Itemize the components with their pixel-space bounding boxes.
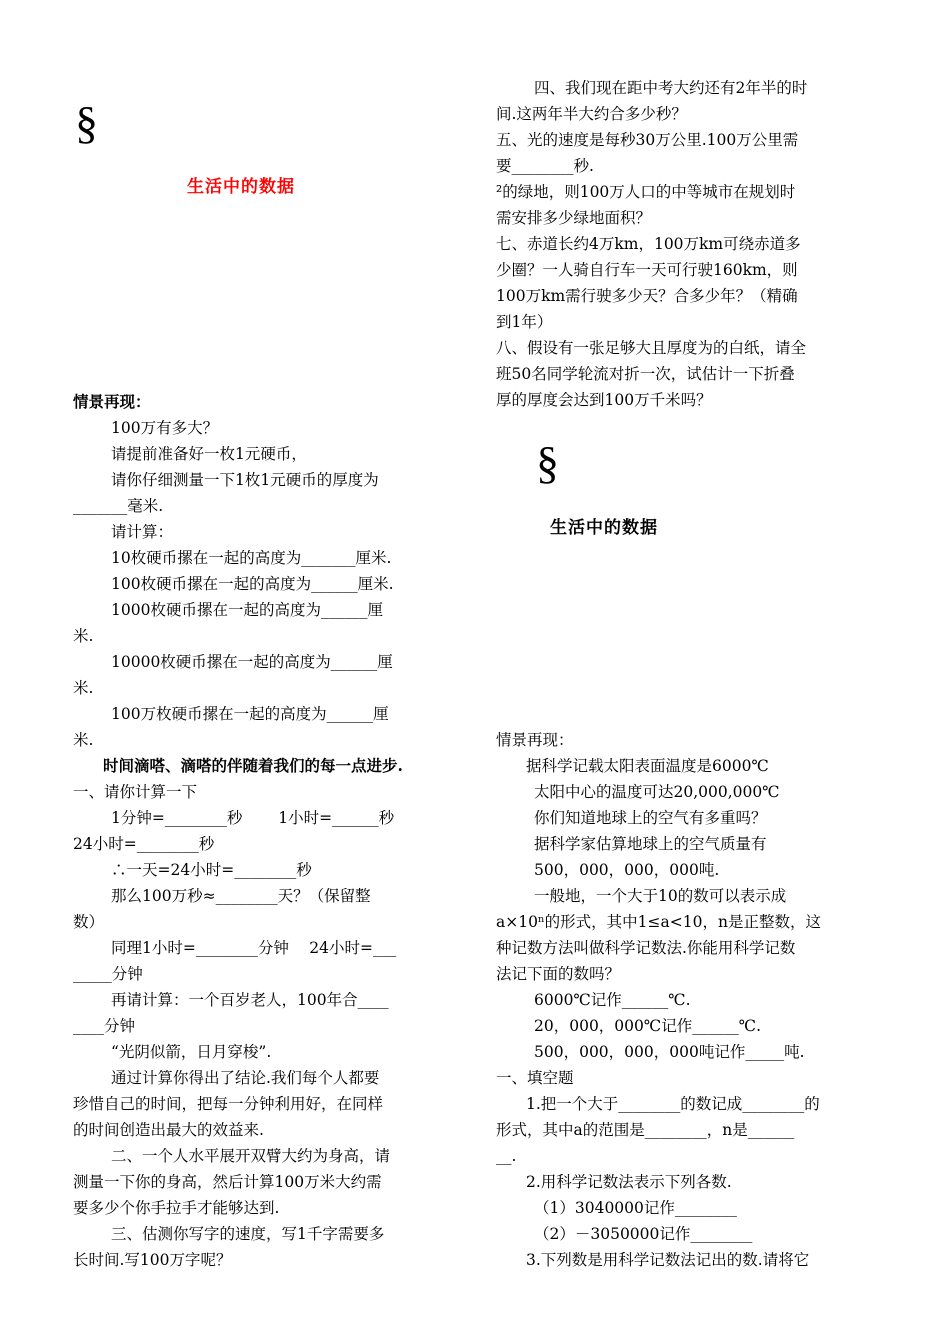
- text-line: 请计算：: [111, 523, 174, 541]
- text-line: 七、赤道长约4万km，100万km可绕赤道多: [496, 235, 801, 253]
- text-line: 100万枚硬币摞在一起的高度为______厘: [111, 705, 389, 723]
- text-line: 一般地，一个大于10的数可以表示成: [534, 887, 787, 905]
- section-mark: §: [536, 437, 559, 488]
- text-line: 100枚硬币摞在一起的高度为______厘米.: [111, 575, 394, 593]
- text-line: 100万有多大？: [111, 419, 219, 437]
- text-line: 请提前准备好一枚1元硬币，: [111, 445, 307, 463]
- text-line: _____分钟: [73, 965, 143, 983]
- text-line: 你们知道地球上的空气有多重吗？: [534, 809, 767, 827]
- page-title: 生活中的数据: [187, 177, 295, 197]
- text-line: 时间滴嗒、滴嗒的伴随着我们的每一点进步.: [103, 756, 403, 775]
- text-line: ∴一天=24小时=________秒: [111, 861, 312, 879]
- text-line: 八、假设有一张足够大且厚度为的白纸，请全: [496, 339, 807, 357]
- text-line: 到1年）: [496, 313, 553, 331]
- text-line: 6000℃记作______℃.: [534, 991, 691, 1009]
- text-line: 2.用科学记数法表示下列各数.: [526, 1173, 732, 1191]
- text-line: 要________秒.: [496, 157, 594, 175]
- text-line: 3.下列数是用科学记数法记出的数.请将它: [526, 1251, 810, 1269]
- text-line: ____分钟: [73, 1017, 136, 1035]
- text-line: 三、估测你写字的速度，写1千字需要多: [111, 1225, 385, 1243]
- text-line: 数）: [73, 913, 105, 931]
- text-line: 再请计算：一个百岁老人，100年合____: [111, 991, 389, 1009]
- text-line: 10000枚硬币摞在一起的高度为______厘: [111, 653, 393, 671]
- text-line: 24小时=________秒: [73, 835, 215, 853]
- text-line: 米.: [73, 731, 94, 749]
- text-line: 珍惜自己的时间，把每一分钟利用好，在同样: [73, 1095, 384, 1113]
- page-title: 生活中的数据: [550, 518, 658, 538]
- text-line: 形式，其中a的范围是________，n是______: [496, 1121, 795, 1139]
- text-line: （2）－3050000记作________: [534, 1225, 753, 1243]
- text-line: 班50名同学轮流对折一次，试估计一下折叠: [496, 365, 795, 383]
- text-line: 长时间.写100万字呢？: [73, 1251, 232, 1269]
- text-line: 二、一个人水平展开双臂大约为身高，请: [111, 1147, 391, 1165]
- text-line: “光阴似箭，日月穿梭”.: [111, 1043, 272, 1061]
- text-line: 10枚硬币摞在一起的高度为_______厘米.: [111, 549, 392, 567]
- section-mark: §: [75, 97, 98, 148]
- text-line: 一、填空题: [496, 1069, 574, 1087]
- text-line: 的时间创造出最大的效益来.: [73, 1121, 264, 1139]
- text-line: 据科学记载太阳表面温度是6000℃: [526, 757, 769, 775]
- text-line: 1.把一个大于________的数记成________的: [526, 1095, 820, 1113]
- text-line: 500，000，000，000吨.: [534, 861, 720, 879]
- text-line: 请你仔细测量一下1枚1元硬币的厚度为: [111, 471, 379, 489]
- text-line: 情景再现：: [73, 392, 151, 411]
- text-line: 1000枚硬币摞在一起的高度为______厘: [111, 601, 383, 619]
- text-line: （1）3040000记作________: [534, 1199, 737, 1217]
- text-line: 四、我们现在距中考大约还有2年半的时: [534, 79, 808, 97]
- text-line: 测量一下你的身高，然后计算100万米大约需: [73, 1173, 382, 1191]
- text-line: 米.: [73, 679, 94, 697]
- text-line: 20，000，000℃记作______℃.: [534, 1017, 761, 1035]
- text-line: a×10ⁿ的形式，其中1≤a<10，n是正整数，这: [496, 913, 821, 931]
- text-line: 500，000，000，000吨记作_____吨.: [534, 1043, 805, 1061]
- text-line: 米.: [73, 627, 94, 645]
- text-line: 通过计算你得出了结论.我们每个人都要: [111, 1069, 380, 1087]
- text-line: 法记下面的数吗？: [496, 965, 621, 983]
- text-line: 五、光的速度是每秒30万公里.100万公里需: [496, 131, 799, 149]
- text-line: 同理1小时=________分钟 24小时=___: [111, 939, 397, 957]
- text-line: 情景再现：: [496, 731, 574, 749]
- text-line: 种记数方法叫做科学记数法.你能用科学记数: [496, 939, 796, 957]
- text-line: 少圈？一人骑自行车一天可行驶160km，则: [496, 261, 798, 279]
- text-line: 要多少个你手拉手才能够达到.: [73, 1199, 280, 1217]
- text-line: 1分钟=________秒 1小时=______秒: [111, 809, 395, 827]
- text-line: 厚的厚度会达到100万千米吗？: [496, 391, 712, 409]
- text-line: __.: [496, 1147, 517, 1165]
- text-line: 间.这两年半大约合多少秒？: [496, 105, 687, 123]
- text-line: 那么100万秒≈________天？（保留整: [111, 887, 371, 905]
- text-line: 需安排多少绿地面积？: [496, 209, 652, 227]
- text-line: 100万km需行驶多少天？合多少年？（精确: [496, 287, 798, 305]
- text-line: 太阳中心的温度可达20,000,000℃: [534, 783, 780, 801]
- text-line: ²的绿地，则100万人口的中等城市在规划时: [496, 183, 796, 201]
- text-line: 据科学家估算地球上的空气质量有: [534, 835, 767, 853]
- text-line: _______毫米.: [73, 497, 164, 515]
- text-line: 一、请你计算一下: [73, 783, 198, 801]
